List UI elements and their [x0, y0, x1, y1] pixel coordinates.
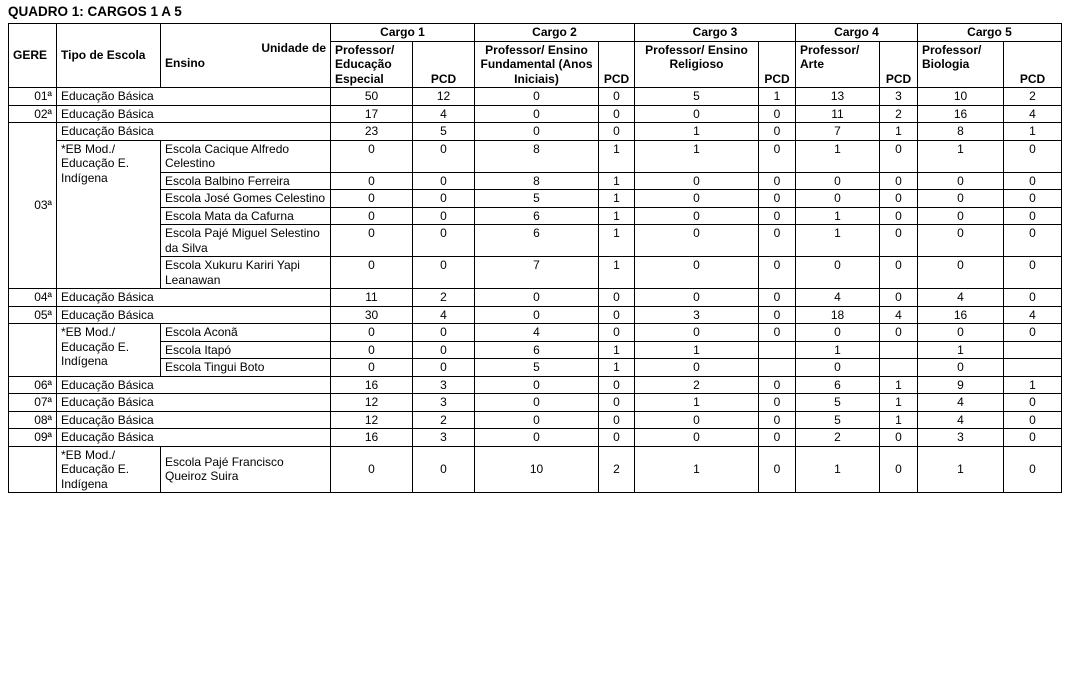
value-cell: 0: [918, 324, 1004, 342]
value-cell: 0: [599, 289, 635, 307]
value-cell: 0: [759, 225, 796, 257]
value-cell: 1: [599, 359, 635, 377]
gere-cell: 09ª: [9, 429, 57, 447]
value-cell: 0: [1004, 140, 1062, 172]
school-unit-cell: Escola Pajé Francisco Queiroz Suira: [161, 446, 331, 493]
table-row: [9, 190, 1062, 208]
value-cell: 0: [475, 376, 599, 394]
value-cell: 12: [331, 394, 413, 412]
header-unidade-line1: Unidade de: [261, 41, 326, 55]
school-type-cell: *EB Mod./ Educação E. Indígena: [57, 140, 161, 289]
gere-cell: 01ª: [9, 88, 57, 106]
value-cell: 30: [331, 306, 413, 324]
school-unit-cell: Escola Itapó: [161, 341, 331, 359]
header-pcd-4: PCD: [880, 41, 918, 88]
value-cell: 5: [475, 190, 599, 208]
value-cell: 0: [759, 207, 796, 225]
value-cell: 1: [635, 123, 759, 141]
header-pcd-1: PCD: [413, 41, 475, 88]
value-cell: 4: [796, 289, 880, 307]
value-cell: 0: [796, 257, 880, 289]
value-cell: 10: [475, 446, 599, 493]
cargos-table: [8, 23, 1062, 493]
value-cell: 3: [413, 429, 475, 447]
value-cell: 0: [1004, 190, 1062, 208]
table-row: [9, 105, 1062, 123]
value-cell: 0: [759, 376, 796, 394]
header-cargo-5: Cargo 5: [918, 24, 1062, 42]
table-row: [9, 257, 1062, 289]
value-cell: 0: [475, 289, 599, 307]
value-cell: 4: [918, 411, 1004, 429]
value-cell: 0: [1004, 172, 1062, 190]
value-cell: 0: [918, 225, 1004, 257]
value-cell: 0: [759, 394, 796, 412]
gere-cell-empty: [9, 446, 57, 493]
value-cell: 0: [413, 140, 475, 172]
value-cell: 1: [599, 341, 635, 359]
value-cell: 4: [475, 324, 599, 342]
school-type-cell: Educação Básica: [57, 306, 331, 324]
value-cell: 0: [599, 376, 635, 394]
value-cell: 1: [599, 140, 635, 172]
value-cell: 9: [918, 376, 1004, 394]
value-cell: 3: [635, 306, 759, 324]
value-cell: 0: [635, 190, 759, 208]
school-type-cell: Educação Básica: [57, 289, 331, 307]
value-cell: 0: [759, 411, 796, 429]
value-cell: 7: [475, 257, 599, 289]
header-pcd-2: PCD: [599, 41, 635, 88]
value-cell: 23: [331, 123, 413, 141]
value-cell: 2: [635, 376, 759, 394]
value-cell: 5: [635, 88, 759, 106]
value-cell: 0: [413, 190, 475, 208]
value-cell: 2: [1004, 88, 1062, 106]
value-cell: 0: [331, 324, 413, 342]
value-cell: 1: [1004, 123, 1062, 141]
value-cell: 0: [759, 105, 796, 123]
value-cell: 0: [759, 123, 796, 141]
value-cell: 6: [475, 225, 599, 257]
value-cell: 0: [635, 411, 759, 429]
gere-cell: 08ª: [9, 411, 57, 429]
table-row: [9, 88, 1062, 106]
value-cell: 0: [1004, 289, 1062, 307]
value-cell: 1: [880, 123, 918, 141]
value-cell: [759, 359, 796, 377]
value-cell: 0: [413, 172, 475, 190]
value-cell: 2: [796, 429, 880, 447]
header-unidade-ensino: [161, 24, 331, 88]
value-cell: 0: [918, 190, 1004, 208]
value-cell: 3: [880, 88, 918, 106]
value-cell: 0: [331, 190, 413, 208]
value-cell: 0: [599, 306, 635, 324]
value-cell: 0: [475, 429, 599, 447]
school-unit-cell: Escola Balbino Ferreira: [161, 172, 331, 190]
value-cell: 0: [759, 140, 796, 172]
value-cell: 0: [635, 289, 759, 307]
value-cell: 16: [331, 429, 413, 447]
value-cell: 0: [599, 88, 635, 106]
table-row: [9, 376, 1062, 394]
header-prof-ensino-fundamental: Professor/ Ensino Fundamental (Anos Iniciais): [475, 41, 599, 88]
table-row: [9, 306, 1062, 324]
value-cell: 16: [331, 376, 413, 394]
value-cell: 5: [475, 359, 599, 377]
value-cell: 0: [413, 341, 475, 359]
gere-cell-empty: [9, 324, 57, 377]
value-cell: 17: [331, 105, 413, 123]
value-cell: 1: [796, 341, 880, 359]
value-cell: 1: [599, 190, 635, 208]
table-row: [9, 123, 1062, 141]
value-cell: 1: [880, 411, 918, 429]
value-cell: 0: [475, 88, 599, 106]
value-cell: 0: [880, 140, 918, 172]
value-cell: 1: [796, 207, 880, 225]
value-cell: 0: [635, 207, 759, 225]
header-gere: GERE: [9, 24, 57, 88]
table-row: [9, 172, 1062, 190]
value-cell: 0: [880, 446, 918, 493]
gere-cell: 02ª: [9, 105, 57, 123]
value-cell: 0: [331, 341, 413, 359]
header-prof-biologia: Professor/ Biologia: [918, 41, 1004, 88]
value-cell: [880, 341, 918, 359]
value-cell: 4: [413, 105, 475, 123]
value-cell: 0: [759, 172, 796, 190]
value-cell: 1: [796, 446, 880, 493]
value-cell: 0: [599, 394, 635, 412]
value-cell: 0: [331, 359, 413, 377]
value-cell: 0: [796, 190, 880, 208]
gere-cell: 06ª: [9, 376, 57, 394]
table-title: QUADRO 1: CARGOS 1 A 5: [8, 4, 182, 19]
table-row: [9, 429, 1062, 447]
value-cell: 0: [880, 207, 918, 225]
value-cell: 0: [599, 123, 635, 141]
table-row: [9, 394, 1062, 412]
value-cell: 0: [599, 324, 635, 342]
value-cell: 0: [331, 207, 413, 225]
value-cell: 0: [599, 105, 635, 123]
header-pcd-5: PCD: [1004, 41, 1062, 88]
value-cell: 0: [413, 359, 475, 377]
value-cell: 11: [796, 105, 880, 123]
school-type-cell: Educação Básica: [57, 123, 331, 141]
value-cell: 1: [880, 394, 918, 412]
value-cell: 3: [413, 376, 475, 394]
header-unidade-line2: Ensino: [165, 55, 206, 70]
value-cell: 0: [331, 446, 413, 493]
value-cell: 0: [796, 324, 880, 342]
value-cell: 11: [331, 289, 413, 307]
value-cell: 16: [918, 105, 1004, 123]
header-prof-ensino-religioso: Professor/ Ensino Religioso: [635, 41, 759, 88]
value-cell: 4: [880, 306, 918, 324]
value-cell: 1: [635, 446, 759, 493]
table-row: [9, 446, 1062, 493]
value-cell: 0: [918, 257, 1004, 289]
value-cell: 0: [918, 207, 1004, 225]
school-unit-cell: Escola Aconã: [161, 324, 331, 342]
school-type-cell: *EB Mod./ Educação E. Indígena: [57, 324, 161, 377]
value-cell: 3: [918, 429, 1004, 447]
value-cell: 4: [918, 394, 1004, 412]
value-cell: 13: [796, 88, 880, 106]
value-cell: 1: [918, 341, 1004, 359]
value-cell: 8: [475, 172, 599, 190]
value-cell: 0: [880, 324, 918, 342]
value-cell: 6: [475, 341, 599, 359]
header-tipo-escola: Tipo de Escola: [57, 24, 161, 88]
value-cell: 0: [413, 257, 475, 289]
table-row: [9, 359, 1062, 377]
value-cell: 0: [599, 411, 635, 429]
header-cargo-2: Cargo 2: [475, 24, 635, 42]
value-cell: 0: [635, 429, 759, 447]
school-unit-cell: Escola José Gomes Celestino: [161, 190, 331, 208]
value-cell: 1: [635, 394, 759, 412]
value-cell: 1: [759, 88, 796, 106]
value-cell: 12: [331, 411, 413, 429]
value-cell: 6: [475, 207, 599, 225]
value-cell: 0: [1004, 394, 1062, 412]
value-cell: 4: [1004, 306, 1062, 324]
school-unit-cell: Escola Xukuru Kariri Yapi Leanawan: [161, 257, 331, 289]
value-cell: 0: [635, 324, 759, 342]
value-cell: 0: [759, 324, 796, 342]
value-cell: 0: [331, 257, 413, 289]
value-cell: 4: [1004, 105, 1062, 123]
value-cell: 1: [918, 140, 1004, 172]
value-cell: 1: [796, 140, 880, 172]
value-cell: 8: [918, 123, 1004, 141]
table-row: [9, 411, 1062, 429]
value-cell: 0: [880, 225, 918, 257]
value-cell: 0: [635, 172, 759, 190]
gere-cell: 04ª: [9, 289, 57, 307]
value-cell: 0: [635, 257, 759, 289]
table-row: [9, 324, 1062, 342]
value-cell: 0: [635, 105, 759, 123]
value-cell: 0: [918, 359, 1004, 377]
value-cell: 0: [918, 172, 1004, 190]
value-cell: [759, 341, 796, 359]
value-cell: 0: [475, 394, 599, 412]
school-type-cell: *EB Mod./ Educação E. Indígena: [57, 446, 161, 493]
gere-cell: 05ª: [9, 306, 57, 324]
value-cell: 0: [331, 225, 413, 257]
school-unit-cell: Escola Tingui Boto: [161, 359, 331, 377]
school-type-cell: Educação Básica: [57, 411, 331, 429]
table-row: [9, 341, 1062, 359]
value-cell: 10: [918, 88, 1004, 106]
value-cell: 0: [880, 289, 918, 307]
value-cell: 0: [1004, 225, 1062, 257]
gere-cell: 07ª: [9, 394, 57, 412]
school-type-cell: Educação Básica: [57, 88, 331, 106]
value-cell: 0: [880, 190, 918, 208]
value-cell: 1: [796, 225, 880, 257]
value-cell: 0: [759, 429, 796, 447]
value-cell: 1: [880, 376, 918, 394]
value-cell: 0: [880, 172, 918, 190]
value-cell: 18: [796, 306, 880, 324]
value-cell: 1: [599, 225, 635, 257]
value-cell: 6: [796, 376, 880, 394]
value-cell: 3: [413, 394, 475, 412]
value-cell: 0: [413, 446, 475, 493]
value-cell: 0: [331, 140, 413, 172]
value-cell: 0: [759, 257, 796, 289]
header-cargo-3: Cargo 3: [635, 24, 796, 42]
value-cell: 0: [1004, 257, 1062, 289]
value-cell: 0: [1004, 324, 1062, 342]
value-cell: 0: [880, 257, 918, 289]
value-cell: 1: [599, 172, 635, 190]
value-cell: 0: [1004, 411, 1062, 429]
value-cell: 5: [796, 394, 880, 412]
value-cell: 0: [413, 324, 475, 342]
value-cell: 1: [635, 341, 759, 359]
header-prof-arte: Professor/ Arte: [796, 41, 880, 88]
value-cell: 5: [796, 411, 880, 429]
school-type-cell: Educação Básica: [57, 376, 331, 394]
value-cell: 0: [413, 225, 475, 257]
value-cell: 5: [413, 123, 475, 141]
value-cell: 8: [475, 140, 599, 172]
value-cell: 2: [413, 289, 475, 307]
value-cell: 0: [1004, 207, 1062, 225]
value-cell: 1: [1004, 376, 1062, 394]
header-cargo-4: Cargo 4: [796, 24, 918, 42]
value-cell: 1: [599, 207, 635, 225]
school-unit-cell: Escola Cacique Alfredo Celestino: [161, 140, 331, 172]
value-cell: 2: [599, 446, 635, 493]
value-cell: 0: [475, 411, 599, 429]
value-cell: 0: [796, 359, 880, 377]
value-cell: [880, 359, 918, 377]
value-cell: 0: [475, 306, 599, 324]
table-row: [9, 140, 1062, 172]
table-row: [9, 207, 1062, 225]
value-cell: 0: [1004, 446, 1062, 493]
value-cell: 0: [331, 172, 413, 190]
value-cell: 0: [759, 190, 796, 208]
value-cell: 16: [918, 306, 1004, 324]
gere-cell: 03ª: [9, 123, 57, 289]
school-type-cell: Educação Básica: [57, 429, 331, 447]
value-cell: 4: [918, 289, 1004, 307]
value-cell: 1: [635, 140, 759, 172]
value-cell: 0: [635, 359, 759, 377]
value-cell: 2: [413, 411, 475, 429]
school-unit-cell: Escola Mata da Cafurna: [161, 207, 331, 225]
value-cell: 0: [475, 123, 599, 141]
value-cell: 1: [918, 446, 1004, 493]
value-cell: 50: [331, 88, 413, 106]
value-cell: 0: [759, 289, 796, 307]
value-cell: 2: [880, 105, 918, 123]
table-row: [9, 289, 1062, 307]
header-cargo-1: Cargo 1: [331, 24, 475, 42]
value-cell: [1004, 359, 1062, 377]
value-cell: 0: [880, 429, 918, 447]
school-unit-cell: Escola Pajé Miguel Selestino da Silva: [161, 225, 331, 257]
value-cell: 4: [413, 306, 475, 324]
value-cell: 0: [759, 446, 796, 493]
value-cell: 1: [599, 257, 635, 289]
value-cell: 0: [1004, 429, 1062, 447]
header-prof-educacao-especial: Professor/ Educação Especial: [331, 41, 413, 88]
value-cell: 0: [796, 172, 880, 190]
value-cell: 0: [759, 306, 796, 324]
value-cell: 7: [796, 123, 880, 141]
school-type-cell: Educação Básica: [57, 105, 331, 123]
value-cell: 12: [413, 88, 475, 106]
table-row: [9, 225, 1062, 257]
value-cell: [1004, 341, 1062, 359]
value-cell: 0: [475, 105, 599, 123]
value-cell: 0: [599, 429, 635, 447]
value-cell: 0: [413, 207, 475, 225]
header-row-cargos: [9, 24, 1062, 42]
school-type-cell: Educação Básica: [57, 394, 331, 412]
header-pcd-3: PCD: [759, 41, 796, 88]
value-cell: 0: [635, 225, 759, 257]
